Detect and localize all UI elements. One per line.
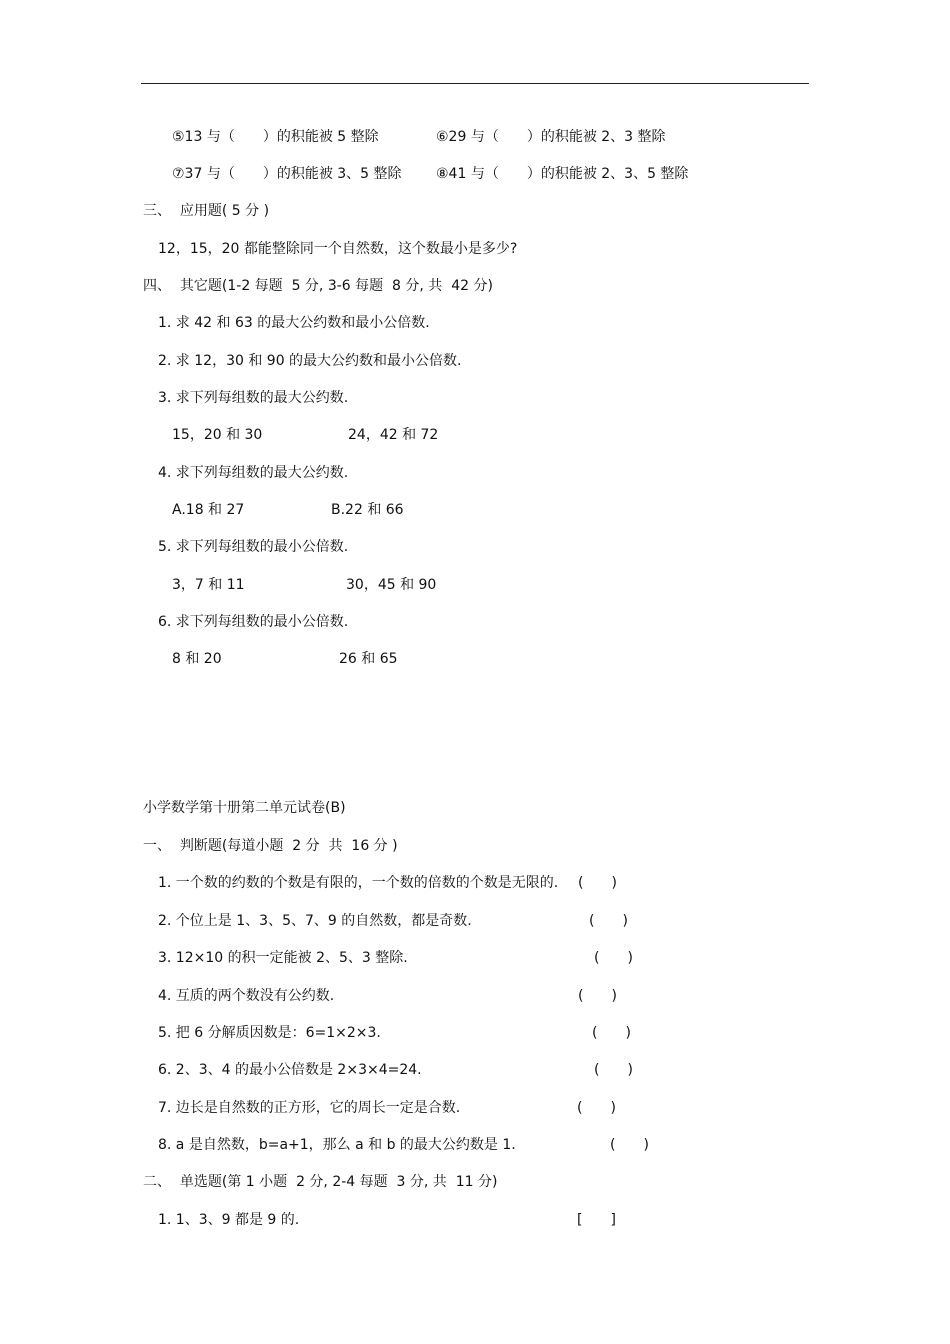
question-5-group-b: 30，45 和 90 — [346, 577, 437, 593]
question-3-group-b: 24，42 和 72 — [348, 427, 439, 443]
fill-item-6: ⑥29 与（ ）的积能被 2、3 整除 — [436, 129, 666, 145]
judge-item-8: 8. a 是自然数，b=a+1，那么 a 和 b 的最大公约数是 1. — [158, 1137, 516, 1153]
section-heading-1: 一、 判断题(每道小题 2 分 共 16 分 ) — [143, 838, 398, 854]
section-heading-4: 四、 其它题(1-2 每题 5 分, 3-6 每题 8 分, 共 42 分) — [143, 278, 493, 294]
section-heading-3: 三、 应用题( 5 分 ) — [143, 203, 270, 219]
fill-item-7: ⑦37 与（ ）的积能被 3、5 整除 — [172, 166, 402, 182]
answer-paren: ( ) — [610, 1137, 649, 1153]
answer-paren: ( ) — [578, 988, 617, 1004]
question-2: 2. 求 12，30 和 90 的最大公约数和最小公倍数. — [158, 353, 462, 369]
judge-item-3: 3. 12×10 的积一定能被 2、5、3 整除. — [158, 950, 408, 966]
document-title: 小学数学第十册第二单元试卷(B) — [143, 800, 346, 816]
answer-bracket: [ ] — [577, 1212, 616, 1228]
word-problem: 12，15，20 都能整除同一个自然数，这个数最小是多少? — [158, 241, 518, 257]
judge-item-7: 7. 边长是自然数的正方形，它的周长一定是合数. — [158, 1100, 461, 1116]
answer-paren: ( ) — [578, 875, 617, 891]
answer-paren: ( ) — [594, 950, 633, 966]
judge-item-5: 5. 把 6 分解质因数是：6=1×2×3. — [158, 1025, 381, 1041]
question-5: 5. 求下列每组数的最小公倍数. — [158, 539, 349, 555]
answer-paren: ( ) — [594, 1062, 633, 1078]
question-4: 4. 求下列每组数的最大公约数. — [158, 465, 349, 481]
header-rule — [141, 83, 809, 84]
answer-paren: ( ) — [577, 1100, 616, 1116]
question-6: 6. 求下列每组数的最小公倍数. — [158, 614, 349, 630]
question-3: 3. 求下列每组数的最大公约数. — [158, 390, 349, 406]
question-4-group-b: B.22 和 66 — [331, 502, 404, 518]
question-1: 1. 求 42 和 63 的最大公约数和最小公倍数. — [158, 315, 430, 331]
fill-item-8: ⑧41 与（ ）的积能被 2、3、5 整除 — [436, 166, 689, 182]
question-3-group-a: 15，20 和 30 — [172, 427, 263, 443]
answer-paren: ( ) — [589, 913, 628, 929]
question-6-group-b: 26 和 65 — [339, 651, 398, 667]
judge-item-4: 4. 互质的两个数没有公约数. — [158, 988, 335, 1004]
choice-item-1: 1. 1、3、9 都是 9 的. — [158, 1212, 300, 1228]
section-heading-2: 二、 单选题(第 1 小题 2 分, 2-4 每题 3 分, 共 11 分) — [143, 1174, 498, 1190]
question-4-group-a: A.18 和 27 — [172, 502, 245, 518]
judge-item-2: 2. 个位上是 1、3、5、7、9 的自然数，都是奇数. — [158, 913, 472, 929]
question-6-group-a: 8 和 20 — [172, 651, 222, 667]
question-5-group-a: 3，7 和 11 — [172, 577, 245, 593]
answer-paren: ( ) — [592, 1025, 631, 1041]
fill-item-5: ⑤13 与（ ）的积能被 5 整除 — [172, 129, 379, 145]
judge-item-6: 6. 2、3、4 的最小公倍数是 2×3×4=24. — [158, 1062, 422, 1078]
judge-item-1: 1. 一个数的约数的个数是有限的，一个数的倍数的个数是无限的. — [158, 875, 559, 891]
